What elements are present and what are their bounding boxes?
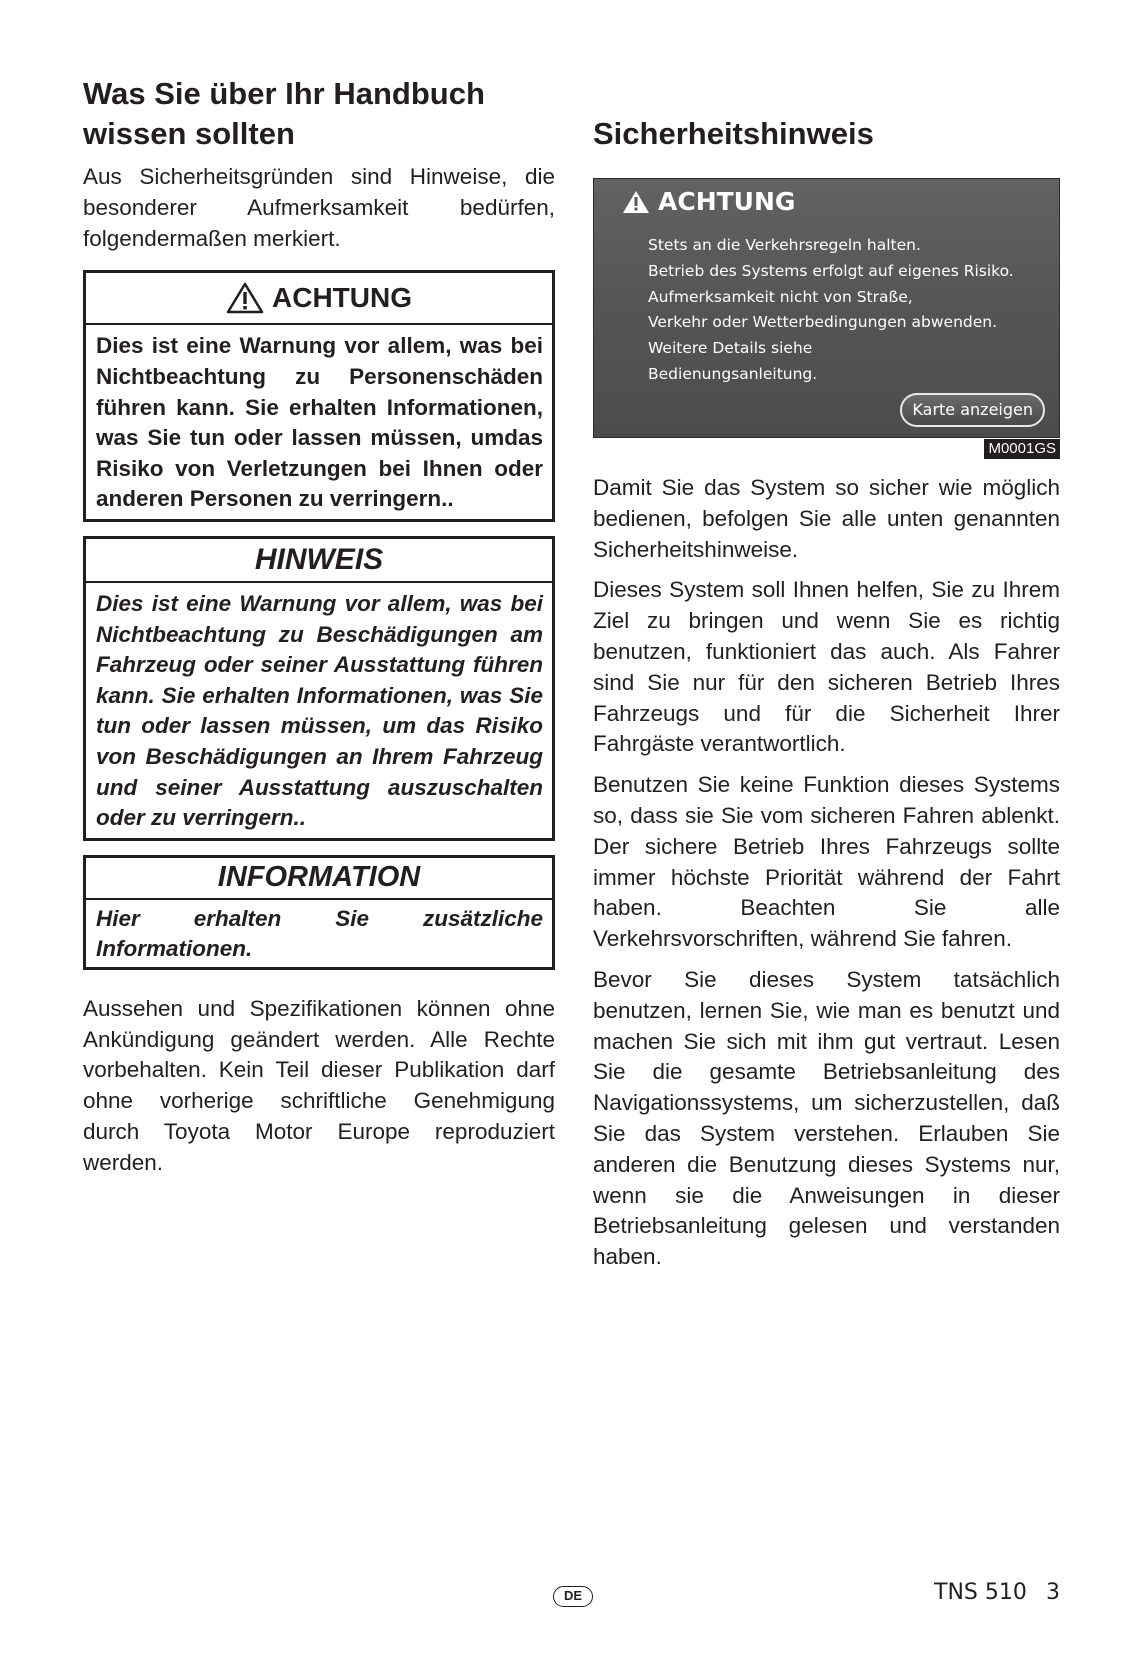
information-text: Hier erhalten Sie zusätzliche Informationen.	[96, 905, 543, 962]
paragraph: Damit Sie das System so sicher wie möglich bedienen, befolgen Sie alle unten genannten Sicherheitshinweise.	[593, 475, 1060, 562]
achtung-box	[83, 270, 555, 522]
page-number: 3	[1046, 1580, 1060, 1605]
achtung-header	[86, 273, 552, 325]
safety-screen-image	[593, 178, 1060, 438]
information-box	[83, 855, 555, 970]
warning-triangle-icon	[226, 282, 264, 314]
manual-title: Was Sie über Ihr Handbuch wissen sollten	[83, 76, 485, 151]
hinweis-text: Dies ist eine Warnung vor allem, was bei Nichtbeachtung zu Beschädigungen am Fahrzeug oder seiner Ausstattung führen kann. Sie erhalten Informationen, was Sie tun oder lassen müssen, um das Risiko von Beschädigungen an Ihrem Fahrzeug und seiner Ausstattung auszuschalten oder zu verringern..	[96, 590, 543, 831]
image-code: M0001GS	[984, 439, 1060, 459]
intro-text: Aus Sicherheitsgründen sind Hinweise, die besonderer Aufmerksamkeit bedürfen, folgendermaßen merkiert.	[83, 164, 555, 251]
screen-line: Betrieb des Systems erfolgt auf eigenes Risiko.	[648, 261, 1014, 280]
achtung-label: ACHTUNG	[272, 282, 412, 314]
safety-text	[593, 473, 1060, 1273]
achtung-text: Dies ist eine Warnung vor allem, was bei Nichtbeachtung zu Personenschäden führen kann. Sie erhalten Informationen, was Sie tun oder lassen müssen, umdas Risiko von Verletzungen bei Ihnen oder anderen Personen zu verringern..	[96, 333, 543, 512]
hinweis-box	[83, 536, 555, 841]
hinweis-label: HINWEIS	[86, 539, 552, 583]
screen-heading: ACHTUNG	[622, 187, 795, 216]
copyright-text: Aussehen und Spezifikationen können ohne Ankündigung geändert werden. Alle Rechte vorbehalten. Kein Teil dieser Publikation darf ohne vorherige schriftliche Genehmigung durch Toyota Motor Europe reproduziert werden.	[83, 995, 555, 1175]
paragraph: Benutzen Sie keine Funktion dieses Systems so, dass sie Sie vom sicheren Fahren ablenkt. Der sichere Betrieb Ihres Fahrzeugs sollte immer höchste Priorität während der Fahrt haben. Beachten Sie alle Verkehrsvorschriften, während Sie fahren.	[593, 772, 1060, 952]
right-column	[593, 74, 1060, 1273]
model-name: TNS 510	[934, 1580, 1027, 1605]
left-column	[83, 74, 555, 1179]
screen-line: Weitere Details siehe	[648, 339, 813, 358]
screen-line: Stets an die Verkehrsregeln halten.	[648, 236, 921, 254]
screen-message	[648, 233, 1048, 388]
screen-line: Bedienungsanleitung.	[648, 364, 818, 383]
paragraph: Bevor Sie dieses System tatsächlich benutzen, lernen Sie, wie man es benutzt und machen Sie sich mit ihm gut vertraut. Lesen Sie die gesamte Betriebsanleitung des Navigationssystems, um sicherzustellen, daß Sie das System verstehen. Erlauben Sie anderen die Benutzung dieses Systems nur, wenn sie die Anweisungen in dieser Betriebsanleitung gelesen und verstanden haben.	[593, 966, 1060, 1270]
information-label: INFORMATION	[86, 858, 552, 900]
screen-line: Verkehr oder Wetterbedingungen abwenden.	[648, 313, 998, 332]
language-badge: DE	[553, 1586, 593, 1607]
show-map-button: Karte anzeigen	[900, 393, 1045, 427]
screen-line: Aufmerksamkeit nicht von Straße,	[648, 287, 913, 306]
paragraph: Dieses System soll Ihnen helfen, Sie zu Ihrem Ziel zu bringen und wenn Sie es richtig benutzen, funktioniert das auch. Als Fahrer sind Sie nur für den sicheren Betrieb Ihres Fahrzeugs und für die Sicherheit Ihrer Fahrgäste verantwortlich.	[593, 577, 1060, 757]
warning-triangle-icon	[622, 190, 650, 214]
safety-title: Sicherheitshinweis	[593, 116, 874, 151]
